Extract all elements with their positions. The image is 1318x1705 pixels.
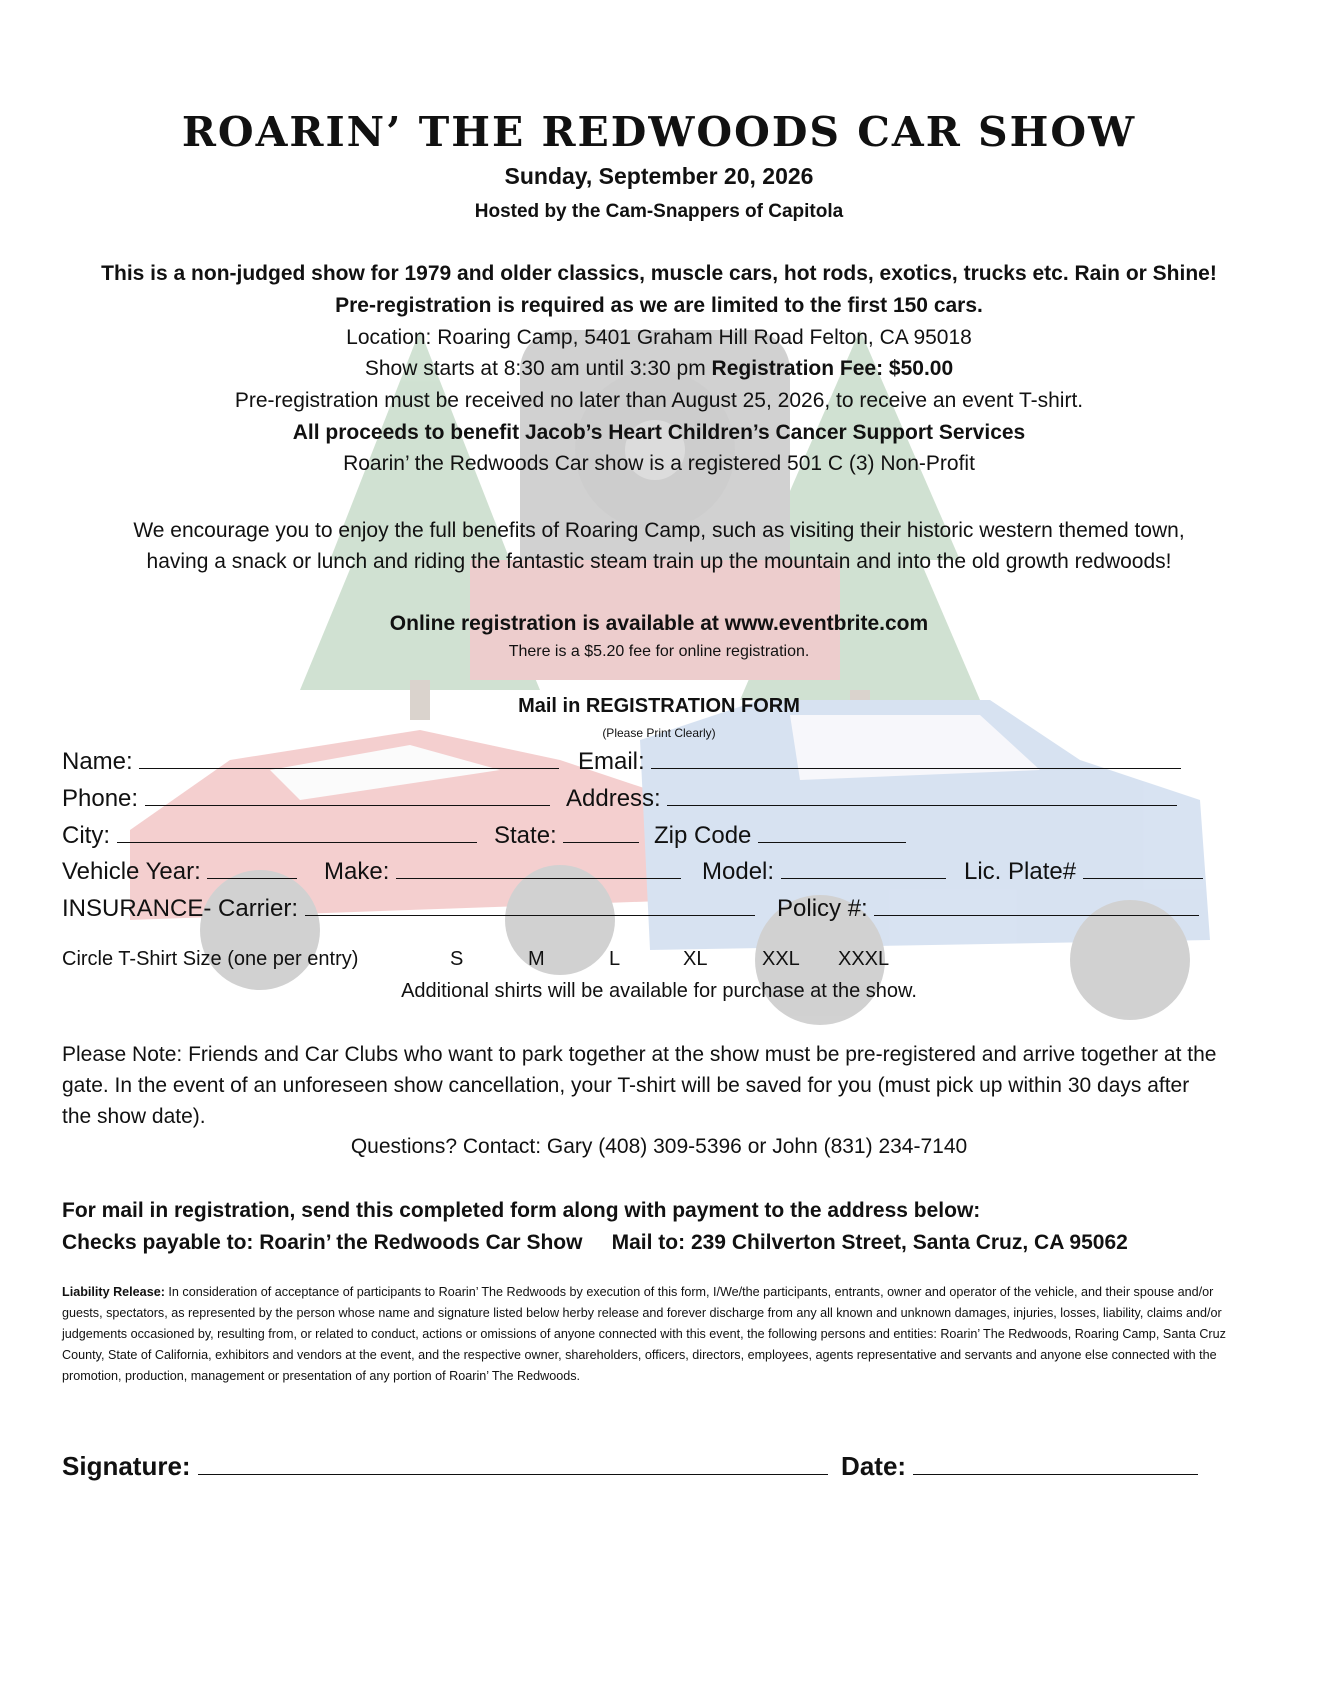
checks-payable: Checks payable to: Roarin’ the Redwoods Car Show	[62, 1231, 583, 1254]
online-registration: Online registration is available at www.eventbrite.com	[389, 612, 929, 635]
checks-and-address	[62, 1231, 1242, 1255]
page-title: ROARIN’ THE REDWOODS CAR SHOW	[181, 108, 1137, 156]
online-fee: There is a $5.20 fee for online registration.	[508, 643, 810, 660]
lic-plate-field[interactable]	[964, 856, 1203, 886]
address-blank[interactable]	[667, 783, 1177, 806]
location: Location: Roaring Camp, 5401 Graham Hill Road Felton, CA 95018	[346, 326, 972, 349]
vehicle-year-field[interactable]	[62, 856, 297, 886]
model-label: Model:	[702, 858, 775, 885]
date-field[interactable]	[841, 1451, 1198, 1481]
city-label: City:	[62, 822, 110, 849]
address-label: Address:	[566, 785, 661, 812]
phone-blank[interactable]	[145, 783, 550, 806]
liability-label: Liability Release:	[62, 1285, 165, 1299]
signature-field[interactable]	[62, 1451, 835, 1481]
phone-label: Phone:	[62, 785, 139, 812]
preregistration-required: Pre-registration is required as we are limited to the first 150 cars.	[335, 294, 983, 317]
nonprofit-status: Roarin’ the Redwoods Car show is a registered 501 C (3) Non-Profit	[343, 452, 975, 475]
tshirt-size-option[interactable]: S	[450, 948, 464, 970]
lic-plate-blank[interactable]	[1083, 856, 1203, 879]
show-time-and-fee	[0, 357, 1318, 381]
email-label: Email:	[578, 748, 645, 775]
name-label: Name:	[62, 748, 133, 775]
state-field[interactable]	[494, 820, 639, 850]
proceeds-beneficiary: All proceeds to benefit Jacob’s Heart Children’s Cancer Support Services	[292, 421, 1026, 444]
liability-release	[62, 1282, 1246, 1387]
show-time: Show starts at 8:30 am until 3:30 pm	[364, 357, 706, 380]
show-description: This is a non-judged show for 1979 and older classics, muscle cars, hot rods, exotics, trucks etc. Rain or Shine!	[101, 262, 1217, 285]
form-subtitle: (Please Print Clearly)	[602, 726, 716, 740]
form-title: Mail in REGISTRATION FORM	[518, 695, 800, 717]
signature-label: Signature:	[62, 1451, 191, 1481]
email-field[interactable]	[578, 746, 1181, 776]
make-field[interactable]	[324, 856, 681, 886]
state-label: State:	[494, 822, 557, 849]
date-blank[interactable]	[913, 1450, 1198, 1475]
make-blank[interactable]	[396, 856, 681, 879]
signature-blank[interactable]	[198, 1450, 828, 1475]
email-blank[interactable]	[651, 746, 1181, 769]
tshirt-size-option[interactable]: L	[609, 948, 621, 970]
policy-blank[interactable]	[874, 893, 1199, 916]
policy-label: Policy #:	[777, 895, 868, 922]
policy-field[interactable]	[777, 893, 1199, 923]
tshirt-size-option[interactable]: M	[528, 948, 545, 970]
registration-fee: Registration Fee: $50.00	[711, 357, 954, 380]
mail-instructions: For mail in registration, send this completed form along with payment to the address below:	[62, 1199, 981, 1222]
vehicle-year-label: Vehicle Year:	[62, 858, 201, 885]
address-field[interactable]	[566, 783, 1177, 813]
insurance-carrier-blank[interactable]	[305, 893, 755, 916]
liability-text: In consideration of acceptance of participants to Roarin’ The Redwoods by execution of this form, I/We/the participants, entrants, owner and operator of the vehicle, and their spouse and/or guests, spectators, as represented by the person whose name and signature listed below herby release and forever discharge from any all known and unknown damages, injuries, losses, liability, claims and/or judgements occasioned by, resulting from, or related to conduct, actions or omissions of anyone connected with this event, the following persons and entities: Roarin’ The Redwoods, Roaring Camp, Santa Cruz County, State of California, exhibitors and vendors at the event, and the respective owner, shareholders, officers, directors, employees, agents representative and servants and anyone else connected with the promotion, production, management or presentation of any portion of Roarin’ The Redwoods.	[62, 1285, 1226, 1383]
phone-field[interactable]	[62, 783, 550, 813]
name-blank[interactable]	[139, 746, 559, 769]
insurance-carrier-field[interactable]	[62, 893, 755, 923]
event-date: Sunday, September 20, 2026	[504, 163, 814, 189]
name-field[interactable]	[62, 746, 559, 776]
state-blank[interactable]	[563, 820, 639, 843]
tshirt-size-option[interactable]: XXXL	[838, 948, 890, 970]
model-blank[interactable]	[781, 856, 946, 879]
preregistration-deadline: Pre-registration must be received no later than August 25, 2026, to receive an event T-shirt.	[234, 389, 1084, 412]
make-label: Make:	[324, 858, 390, 885]
event-host: Hosted by the Cam-Snappers of Capitola	[474, 201, 844, 222]
tshirt-size-option[interactable]: XXL	[762, 948, 800, 970]
city-field[interactable]	[62, 820, 477, 850]
tshirt-size-option[interactable]: XL	[683, 948, 708, 970]
date-label: Date:	[841, 1451, 907, 1481]
vehicle-year-blank[interactable]	[207, 856, 297, 879]
insurance-carrier-label: INSURANCE- Carrier:	[62, 895, 299, 922]
mail-to-address: Mail to: 239 Chilverton Street, Santa Cruz, CA 95062	[611, 1231, 1128, 1254]
zip-blank[interactable]	[758, 820, 906, 843]
city-blank[interactable]	[117, 820, 477, 843]
please-note-paragraph: Please Note: Friends and Car Clubs who want to park together at the show must be pre-registered and arrive together at the gate. In the event of an unforeseen show cancellation, your T-shirt will be saved for you (must pick up within 30 days after the show date).	[62, 1043, 1217, 1128]
signature-row	[62, 1450, 1198, 1482]
questions-contact: Questions? Contact: Gary (408) 309-5396 or John (831) 234-7140	[350, 1135, 968, 1158]
zip-field[interactable]	[654, 820, 906, 850]
encourage-paragraph: We encourage you to enjoy the full benefits of Roaring Camp, such as visiting their historic western themed town, having a snack or lunch and riding the fantastic steam train up the mountain and into the old growth redwoods!	[133, 519, 1185, 573]
zip-label: Zip Code	[654, 822, 752, 849]
model-field[interactable]	[702, 856, 946, 886]
tshirt-size-label: Circle T-Shirt Size (one per entry)	[62, 948, 359, 970]
lic-plate-label: Lic. Plate#	[964, 858, 1077, 885]
additional-shirts-note: Additional shirts will be available for purchase at the show.	[401, 980, 917, 1002]
